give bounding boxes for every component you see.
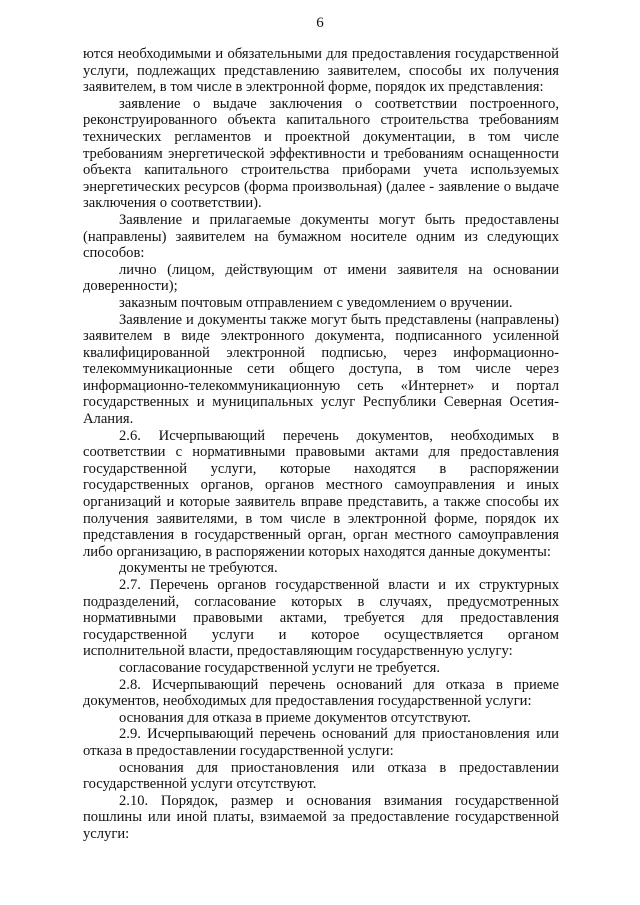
paragraph: Заявление и документы также могут быть представлены (направлены) заявителем в виде электронного документа, подписанного усиленной квалифицированной электронной подписью, через информационно-телекоммуникационные сети общего доступа, в том числе через информационно-телекоммуникационную сеть «Интернет» и портал государственных и муниципальных услуг Республики Северная Осетия-Алания. xyxy=(83,311,559,428)
paragraph: 2.6. Исчерпывающий перечень документов, необходимых в соответствии с нормативными правовыми актами для предоставления государственной услуги, которые находятся в распоряжении государственных органов, органов местного самоуправления и иных организаций и которые заявитель вправе представить, а также способы их получения заявителями, в том числе в электронной форме, порядок их представления в государственный орган, орган местного самоуправления либо организацию, в распоряжении которых находятся данные документы: xyxy=(83,427,559,560)
paragraph: 2.10. Порядок, размер и основания взимания государственной пошлины или иной платы, взимаемой за предоставление государственной услуги: xyxy=(83,792,559,842)
paragraph: 2.9. Исчерпывающий перечень оснований для приостановления или отказа в предоставлении государственной услуги: xyxy=(83,726,559,759)
document-body xyxy=(83,46,559,843)
paragraph: лично (лицом, действующим от имени заявителя на основании доверенности); xyxy=(83,261,559,295)
paragraph: документы не требуются. xyxy=(119,560,278,577)
paragraph: заявление о выдаче заключения о соответствии построенного, реконструированного объекта капитального строительства требованиям технических регламентов и проектной документации, в том числе требованиям энергетической эффективности и требованиям оснащенности объекта капитального строительства приборами учета используемых энергетических ресурсов (форма произвольная) (далее - заявление о выдаче заключения о соответствии). xyxy=(83,95,559,212)
paragraph: согласование государственной услуги не требуется. xyxy=(119,659,441,676)
paragraph: ются необходимыми и обязательными для предоставления государственной услуги, подлежащих представлению заявителем, способы их получения заявителем, в том числе в электронной форме, порядок их представления: xyxy=(83,46,559,96)
paragraph: 2.7. Перечень органов государственной власти и их структурных подразделений, согласование которых в случаях, предусмотренных нормативными правовыми актами, требуется для предоставления государственной услуги и которое осуществляется органом исполнительной власти, предоставляющим государственную услугу: xyxy=(83,577,559,660)
paragraph: Заявление и прилагаемые документы могут быть предоставлены (направлены) заявителем на бумажном носителе одним из следующих способов: xyxy=(83,211,559,262)
paragraph: заказным почтовым отправлением с уведомлением о вручении. xyxy=(119,294,513,311)
paragraph: 2.8. Исчерпывающий перечень оснований для отказа в приеме документов, необходимых для предоставления государственной услуги: xyxy=(83,676,559,710)
page-number: 6 xyxy=(316,15,324,31)
paragraph: основания для приостановления или отказа в предоставлении государственной услуги отсутствуют. xyxy=(83,759,559,793)
paragraph: основания для отказа в приеме документов отсутствуют. xyxy=(119,709,471,726)
